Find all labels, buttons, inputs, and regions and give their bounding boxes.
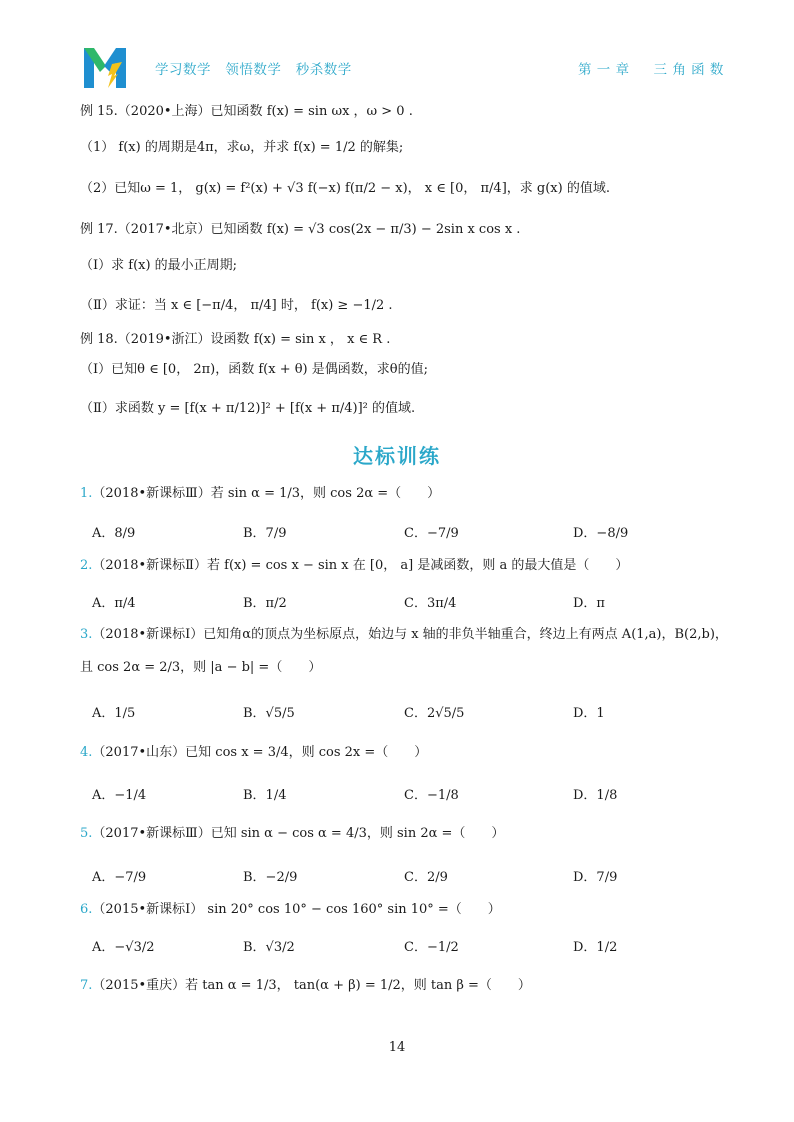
option-b[interactable]: B．π/2	[243, 596, 287, 611]
question-number: 3.	[80, 627, 93, 642]
option-c[interactable]: C．−1/2	[404, 940, 459, 955]
option-d[interactable]: D．π	[573, 596, 605, 611]
example-15-part-1: （1） f(x) 的周期是4π，求ω，并求 f(x) = 1/2 的解集;	[80, 140, 404, 155]
question-stem: （2017•新课标Ⅲ）已知 sin α − cos α = 4/3，则 sin 2α =（ ）	[92, 826, 505, 841]
option-d[interactable]: D．1/8	[573, 788, 618, 803]
option-d[interactable]: D．7/9	[573, 870, 618, 885]
question-stem: （2018•新课标Ⅱ）若 f(x) = cos x − sin x 在 [0， a] 是减函数，则 a 的最大值是（ ）	[92, 558, 629, 573]
option-a[interactable]: A．1/5	[92, 706, 136, 721]
question-number: 2.	[80, 558, 93, 573]
header-chapter: 第 一 章 三 角 函 数	[578, 62, 724, 78]
option-b[interactable]: B．√5/5	[243, 706, 295, 721]
question-5	[80, 826, 504, 842]
question-6	[80, 902, 501, 918]
option-b[interactable]: B．√3/2	[243, 940, 295, 955]
page-number: 14	[388, 1040, 406, 1055]
question-stem: （2017•山东）已知 cos x = 3/4，则 cos 2x =（ ）	[92, 745, 428, 760]
header-slogan: 学习数学 领悟数学 秒杀数学	[155, 62, 352, 78]
option-a[interactable]: A．π/4	[92, 596, 136, 611]
option-a[interactable]: A．8/9	[92, 526, 136, 541]
question-4	[80, 745, 427, 761]
example-15: 例 15.（2020•上海）已知函数 f(x) = sin ωx ，ω > 0 .	[80, 104, 413, 119]
question-number: 6.	[80, 902, 93, 917]
option-d[interactable]: D．1/2	[573, 940, 618, 955]
option-c[interactable]: C．2√5/5	[404, 706, 465, 721]
question-number: 4.	[80, 745, 93, 760]
question-1	[80, 486, 440, 502]
example-18: 例 18.（2019•浙江）设函数 f(x) = sin x ， x ∈ R .	[80, 332, 391, 347]
question-stem: （2015•新课标Ⅰ） sin 20° cos 10° − cos 160° sin 10° =（ ）	[92, 902, 501, 917]
option-c[interactable]: C．3π/4	[404, 596, 457, 611]
question-number: 1.	[80, 486, 93, 501]
question-stem: （2018•新课标Ⅲ）若 sin α = 1/3，则 cos 2α =（ ）	[92, 486, 441, 501]
example-15-part-2: （2）已知ω = 1， g(x) = f²(x) + √3 f(−x) f(π/2 − x)， x ∈ [0， π/4]，求 g(x) 的值域.	[80, 181, 610, 196]
question-stem: （2018•新课标Ⅰ）已知角α的顶点为坐标原点，始边与 x 轴的非负半轴重合，终边上有两点 A(1,a)，B(2,b)，	[92, 627, 728, 642]
option-d[interactable]: D．−8/9	[573, 526, 629, 541]
option-b[interactable]: B．1/4	[243, 788, 287, 803]
option-a[interactable]: A．−1/4	[92, 788, 147, 803]
question-number: 7.	[80, 978, 93, 993]
option-c[interactable]: C．−7/9	[404, 526, 459, 541]
option-b[interactable]: B．7/9	[243, 526, 287, 541]
example-17-part-1: （Ⅰ）求 f(x) 的最小正周期;	[80, 258, 238, 273]
question-2	[80, 558, 628, 574]
option-d[interactable]: D．1	[573, 706, 605, 721]
option-a[interactable]: A．−7/9	[92, 870, 147, 885]
example-18-part-2: （Ⅱ）求函数 y = [f(x + π/12)]² + [f(x + π/4)]² 的值域.	[80, 401, 416, 416]
question-3	[80, 627, 728, 643]
section-title: 达标训练	[353, 444, 441, 468]
option-c[interactable]: C．2/9	[404, 870, 448, 885]
question-number: 5.	[80, 826, 93, 841]
option-a[interactable]: A．−√3/2	[92, 940, 155, 955]
example-17: 例 17.（2017•北京）已知函数 f(x) = √3 cos(2x − π/3) − 2sin x cos x .	[80, 222, 521, 237]
logo	[82, 44, 128, 90]
question-3-continued: 且 cos 2α = 2/3，则 |a − b| =（ ）	[80, 660, 322, 675]
option-c[interactable]: C．−1/8	[404, 788, 459, 803]
option-b[interactable]: B．−2/9	[243, 870, 298, 885]
example-17-part-2: （Ⅱ）求证：当 x ∈ [−π/4， π/4] 时， f(x) ≥ −1/2 .	[80, 298, 393, 313]
question-stem: （2015•重庆）若 tan α = 1/3， tan(α + β) = 1/2，则 tan β =（ ）	[92, 978, 531, 993]
example-18-part-1: （Ⅰ）已知θ ∈ [0， 2π)，函数 f(x + θ) 是偶函数，求θ的值;	[80, 362, 428, 377]
question-7	[80, 978, 531, 994]
